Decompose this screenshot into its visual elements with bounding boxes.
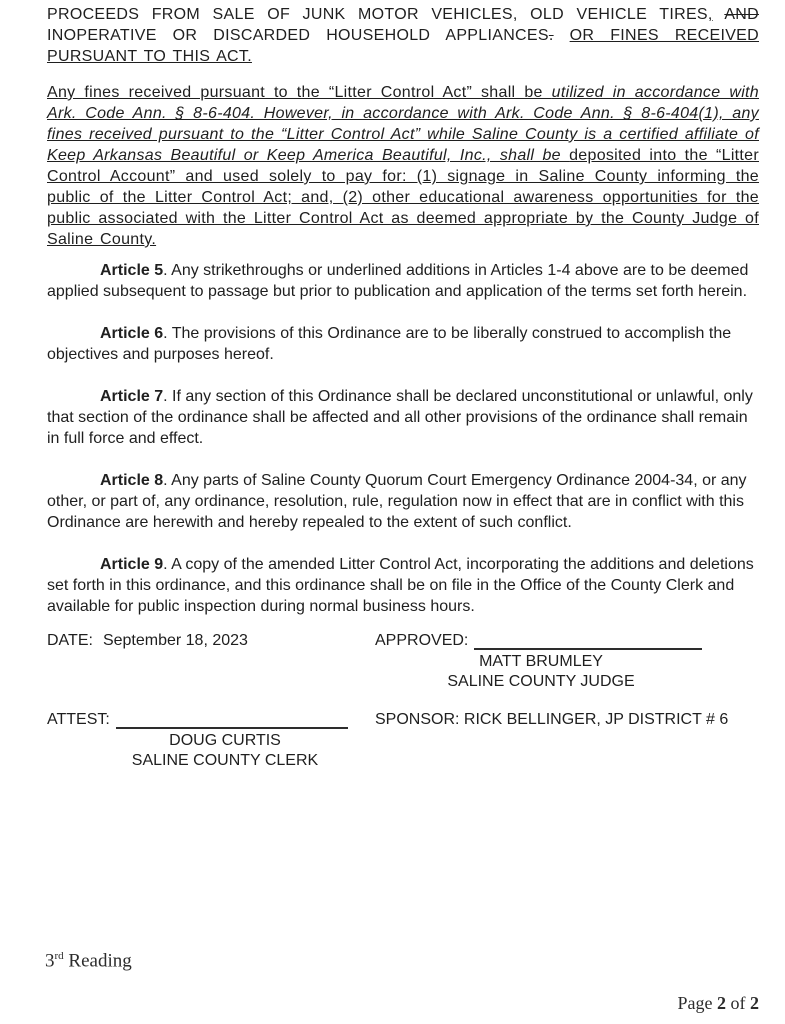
struck-period: . — [548, 27, 554, 44]
sponsor-field — [375, 709, 759, 730]
article-7-label: Article 7 — [100, 388, 164, 405]
attest-signature-line — [116, 713, 348, 729]
attest-label: ATTEST: — [47, 711, 110, 728]
reading-word: Reading — [63, 950, 132, 972]
article-5-text: . Any strikethroughs or underlined additions in Articles 1-4 above are to be deemed applied subsequent to passage but prior to publication and application of the terms set forth herein. — [47, 262, 749, 300]
date-field — [47, 630, 375, 651]
underlined-text: Any fines received pursuant to the “Litter Control Act” shall be — [47, 84, 552, 101]
judge-name: MATT BRUMLEY — [479, 653, 603, 670]
article-5-label: Article 5 — [100, 262, 164, 279]
underlined-italic-text: utilized in accordance with Ark. Code Ann. § 8-6-404. However, in accordance with Ark. Code Ann. § 8-6-404(1), any fines received pursuant to the “Litter Control Act” while Saline County is a certified affiliate of Keep Arkansas Beautiful or Keep America Beautiful, Inc., shall be — [47, 84, 759, 164]
page-word: Page — [677, 993, 717, 1013]
struck-word-and: AND — [724, 6, 759, 23]
of-word: of — [726, 993, 750, 1013]
date-approved-row — [47, 630, 759, 651]
article-9-label: Article 9 — [100, 556, 164, 573]
article-7-text: . If any section of this Ordinance shall be declared unconstitutional or unlawful, only that section of the ordinance shall be affected and all other provisions of the ordinance shall remain in full force and effect. — [47, 388, 753, 447]
reading-ordinal: rd — [54, 950, 64, 962]
page-number — [678, 993, 760, 1014]
clerk-signature-block — [105, 731, 345, 771]
proceeds-paragraph — [47, 4, 759, 67]
sponsor-text: SPONSOR: RICK BELLINGER, JP DISTRICT # 6 — [375, 711, 729, 728]
approved-signature-line — [474, 634, 702, 650]
judge-title: SALINE COUNTY JUDGE — [447, 673, 635, 690]
page-total: 2 — [750, 993, 759, 1013]
inserted-comma: , — [707, 6, 713, 23]
space — [554, 27, 570, 44]
date-value: September 18, 2023 — [102, 632, 248, 649]
fines-paragraph — [47, 82, 759, 250]
article-7 — [47, 386, 759, 449]
page-current: 2 — [717, 993, 726, 1013]
article-9 — [47, 554, 759, 617]
article-6-label: Article 6 — [100, 325, 164, 342]
clerk-name: DOUG CURTIS — [169, 732, 281, 749]
article-8-label: Article 8 — [100, 472, 164, 489]
date-label: DATE: — [47, 632, 93, 649]
underlined-addition: OR FINES RECEIVED PURSUANT TO THIS ACT. — [47, 27, 760, 65]
approved-label: APPROVED: — [375, 632, 469, 649]
approved-field — [375, 630, 759, 651]
judge-signature-block — [375, 652, 707, 692]
article-8-text: . Any parts of Saline County Quorum Court Emergency Ordinance 2004-34, or any other, or part of, any ordinance, resolution, rule, regulation now in effect that are in conflict with this Ordinance are herewith and hereby repealed to the extent of such conflict. — [47, 472, 747, 531]
article-6-text: . The provisions of this Ordinance are to be liberally construed to accomplish the objectives and purposes hereof. — [47, 325, 732, 363]
space — [713, 6, 725, 23]
paragraph-text: INOPERATIVE OR DISCARDED HOUSEHOLD APPLIANCES — [47, 27, 549, 44]
reading-annotation — [45, 950, 132, 972]
reading-number: 3 — [45, 950, 55, 972]
clerk-title: SALINE COUNTY CLERK — [131, 752, 319, 769]
underlined-text: deposited into the “Litter Control Account” and used solely to pay for: (1) signage in Saline County informing the public of the Litter Control Act; and, (2) other educational awareness opportunities for the public associated with the Litter Control Act as deemed appropriate by the County Judge of Saline County. — [47, 147, 759, 248]
article-8 — [47, 470, 759, 533]
attest-sponsor-row — [47, 709, 759, 730]
article-6 — [47, 323, 759, 365]
document-body — [47, 4, 759, 771]
paragraph-text: PROCEEDS FROM SALE OF JUNK MOTOR VEHICLES, OLD VEHICLE TIRES — [47, 6, 708, 23]
article-5 — [47, 260, 759, 302]
article-9-text: . A copy of the amended Litter Control Act, incorporating the additions and deletions set forth in this ordinance, and this ordinance shall be on file in the Office of the County Clerk and available for public inspection during normal business hours. — [47, 556, 754, 615]
attest-field — [47, 709, 375, 730]
